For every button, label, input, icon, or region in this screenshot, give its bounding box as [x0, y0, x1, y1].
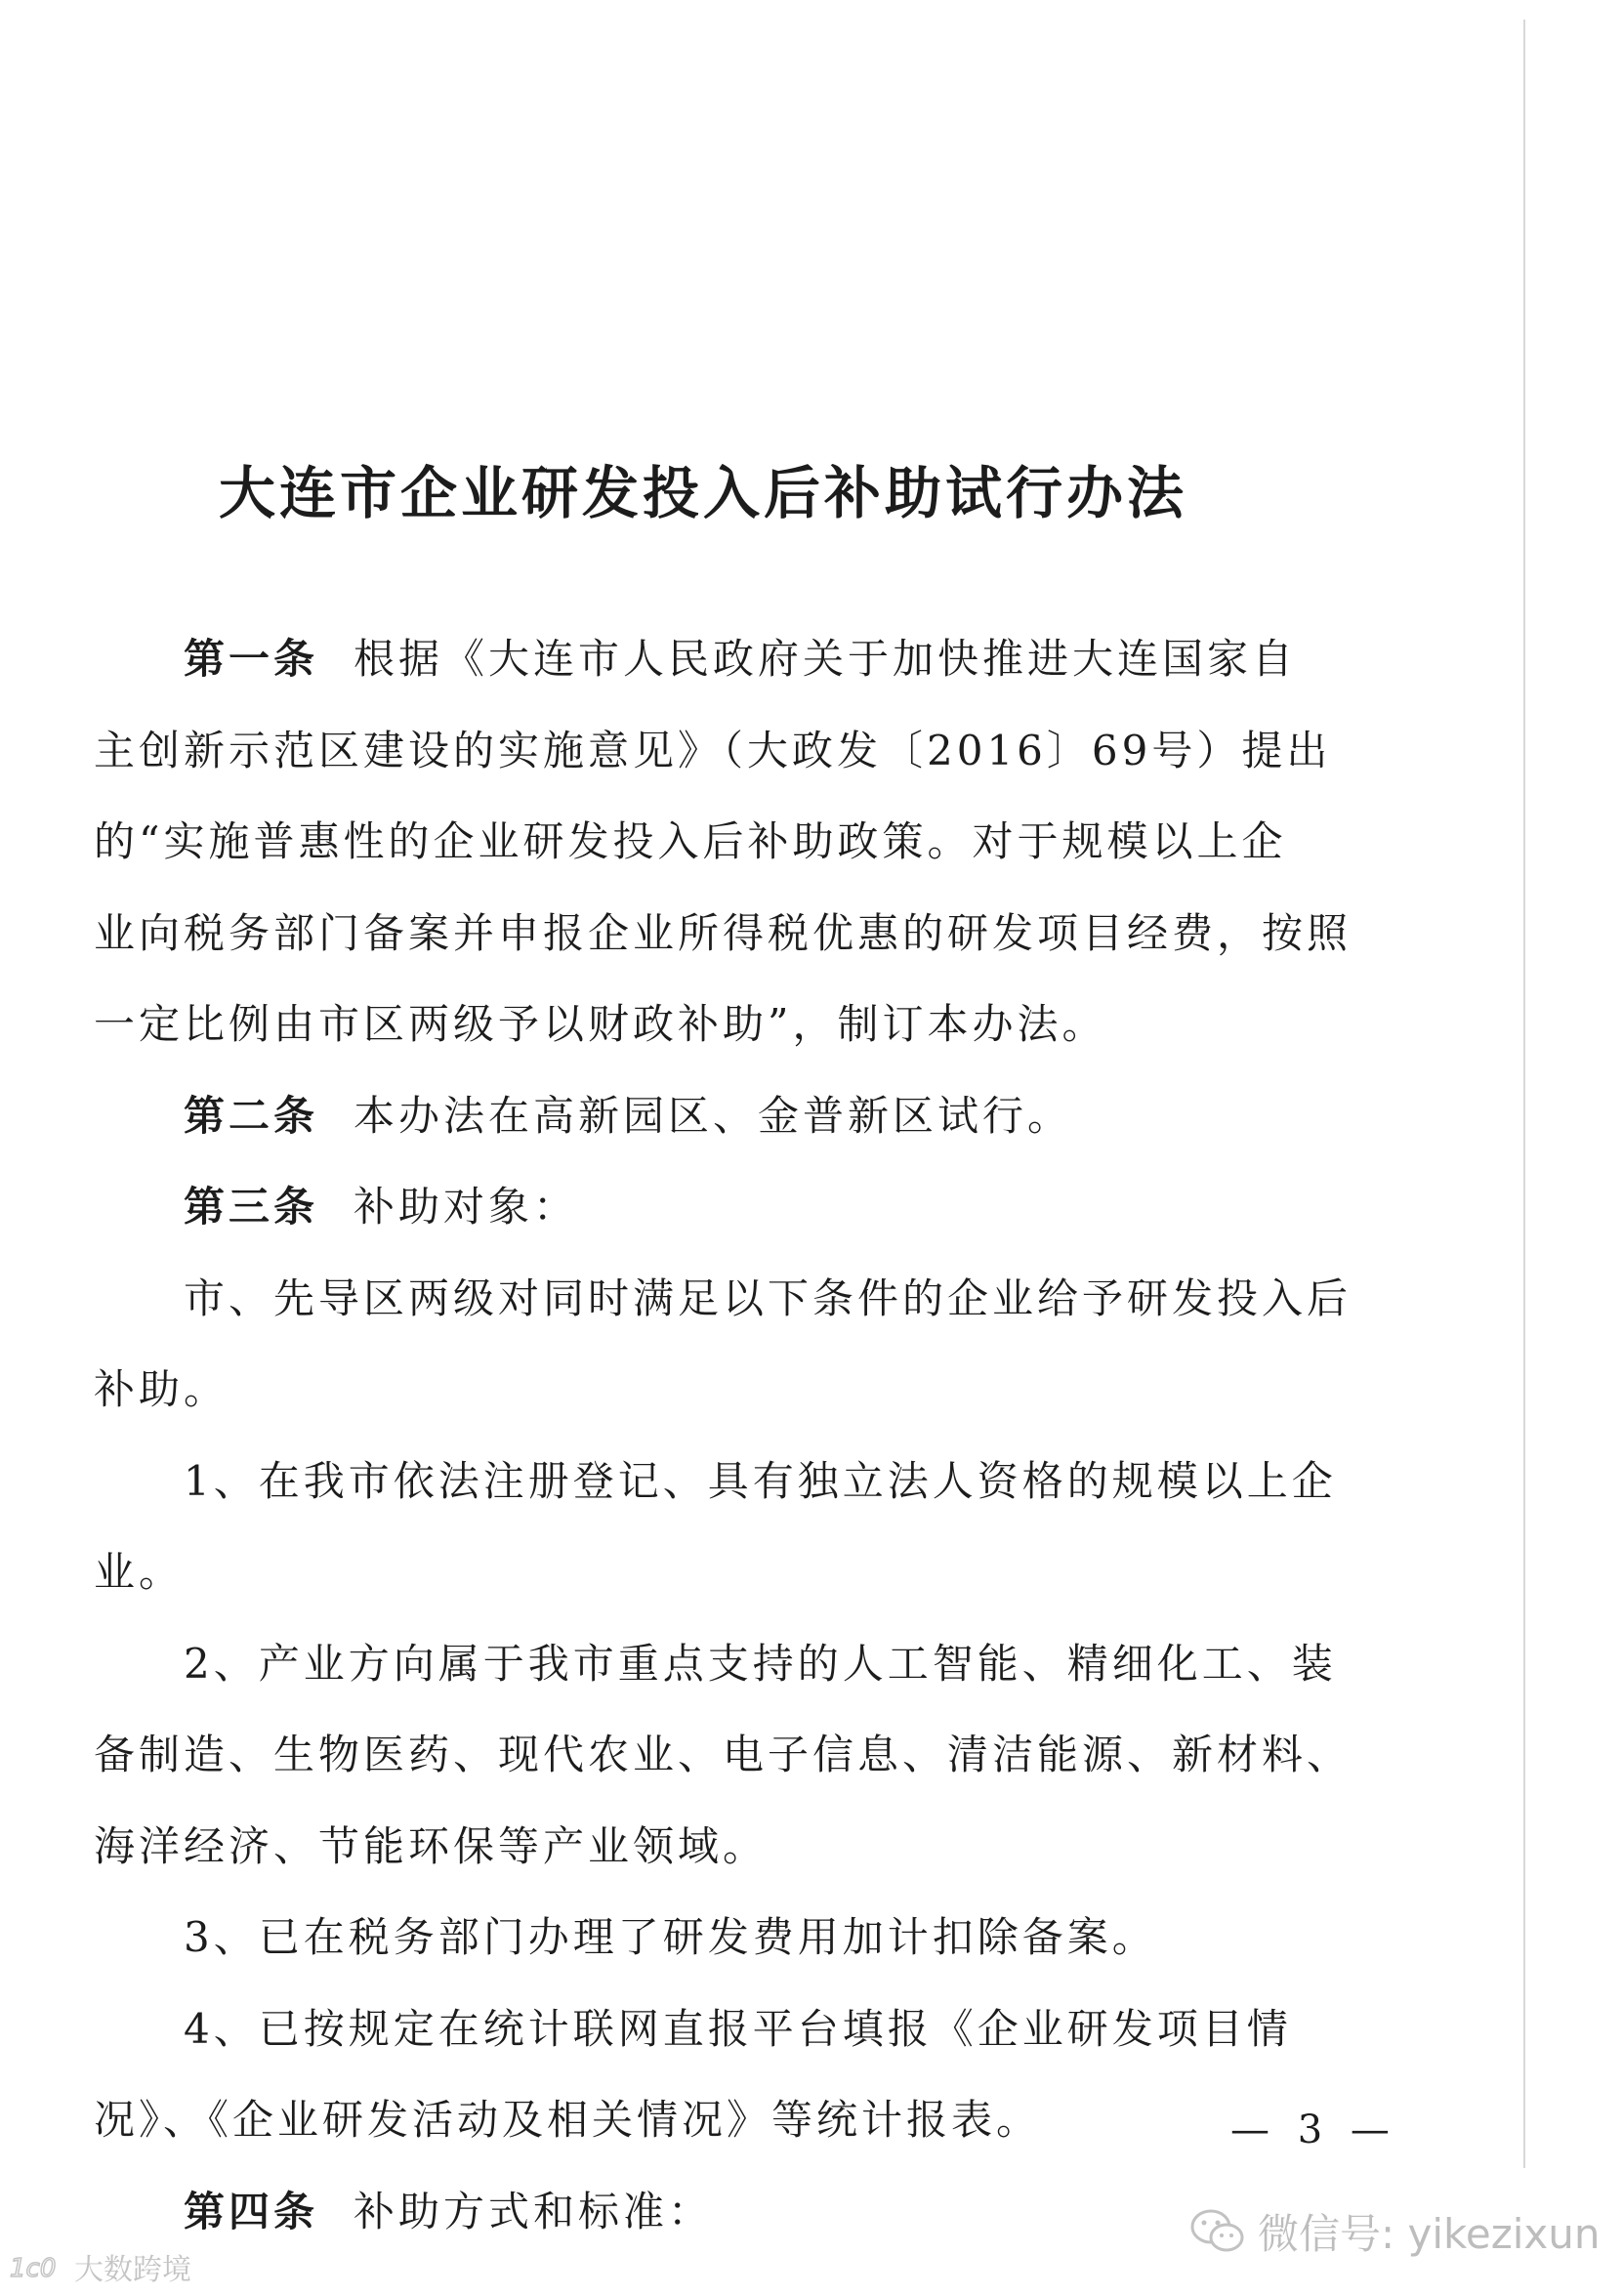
document-body: [94, 613, 1352, 2257]
article-3-text: 补助对象：: [354, 1183, 579, 1231]
item-1-line-1: 1、在我市依法注册登记、具有独立法人资格的规模以上企: [184, 1456, 1337, 1505]
wechat-watermark-text: 微信号: yikezixun: [1258, 2210, 1601, 2258]
article-2-line: [94, 1070, 1312, 1162]
item-1-line-2: 业。: [94, 1548, 185, 1596]
page-number: — 3 —: [1230, 2108, 1397, 2152]
article-1-text: 根据《大连市人民政府关于加快推进大连国家自: [354, 635, 1298, 683]
article-2-heading: 第二条: [184, 1091, 319, 1140]
paragraph-1-line-2: 补助。: [94, 1365, 229, 1413]
brand-watermark: [8, 2242, 191, 2291]
item-3-line-1: 3、已在税务部门办理了研发费用加计扣除备案。: [184, 1913, 1157, 1961]
article-4-line: [94, 2166, 1312, 2258]
article-3-line: [94, 1161, 1312, 1253]
article-1-line-3: 的“实施普惠性的企业研发投入后补助政策。对于规模以上企: [94, 817, 1287, 865]
article-4-text: 补助方式和标准：: [354, 2187, 714, 2235]
wechat-icon: [1189, 2207, 1246, 2256]
document-title: 大连市企业研发投入后补助试行办法: [218, 460, 1187, 526]
article-3-heading: 第三条: [184, 1183, 319, 1231]
article-1-line-5: 一定比例由市区两级予以财政补助”，制订本办法。: [94, 1000, 1107, 1048]
article-1-heading: 第一条: [184, 635, 319, 683]
brand-watermark-text: 大数跨境: [74, 2253, 191, 2287]
1c0-logo-icon: [8, 2247, 68, 2286]
article-1-line-1: [94, 613, 1312, 705]
item-2-line-3: 海洋经济、节能环保等产业领域。: [94, 1821, 769, 1870]
wechat-watermark: [1189, 2202, 1601, 2261]
scan-edge-line: [1523, 20, 1525, 2168]
item-4-line-2: 况》、《企业研发活动及相关情况》等统计报表。: [94, 2096, 1042, 2144]
paragraph-1-line-1: 市、先导区两级对同时满足以下条件的企业给予研发投入后: [184, 1273, 1352, 1322]
svg-text:1c0: 1c0: [10, 2254, 57, 2283]
item-4-line-1: 4、已按规定在统计联网直报平台填报《企业研发项目情: [184, 2004, 1292, 2053]
item-2-line-1: 2、产业方向属于我市重点支持的人工智能、精细化工、装: [184, 1639, 1337, 1688]
article-1-line-4: 业向税务部门备案并申报企业所得税优惠的研发项目经费，按照: [94, 908, 1352, 957]
article-2-text: 本办法在高新园区、金普新区试行。: [354, 1091, 1073, 1140]
article-1-line-2: 主创新示范区建设的实施意见》（大政发〔2016〕69号）提出: [94, 726, 1332, 774]
item-2-line-2: 备制造、生物医药、现代农业、电子信息、清洁能源、新材料、: [94, 1731, 1352, 1778]
document-page: [88, 0, 1397, 2296]
article-4-heading: 第四条: [184, 2187, 319, 2235]
